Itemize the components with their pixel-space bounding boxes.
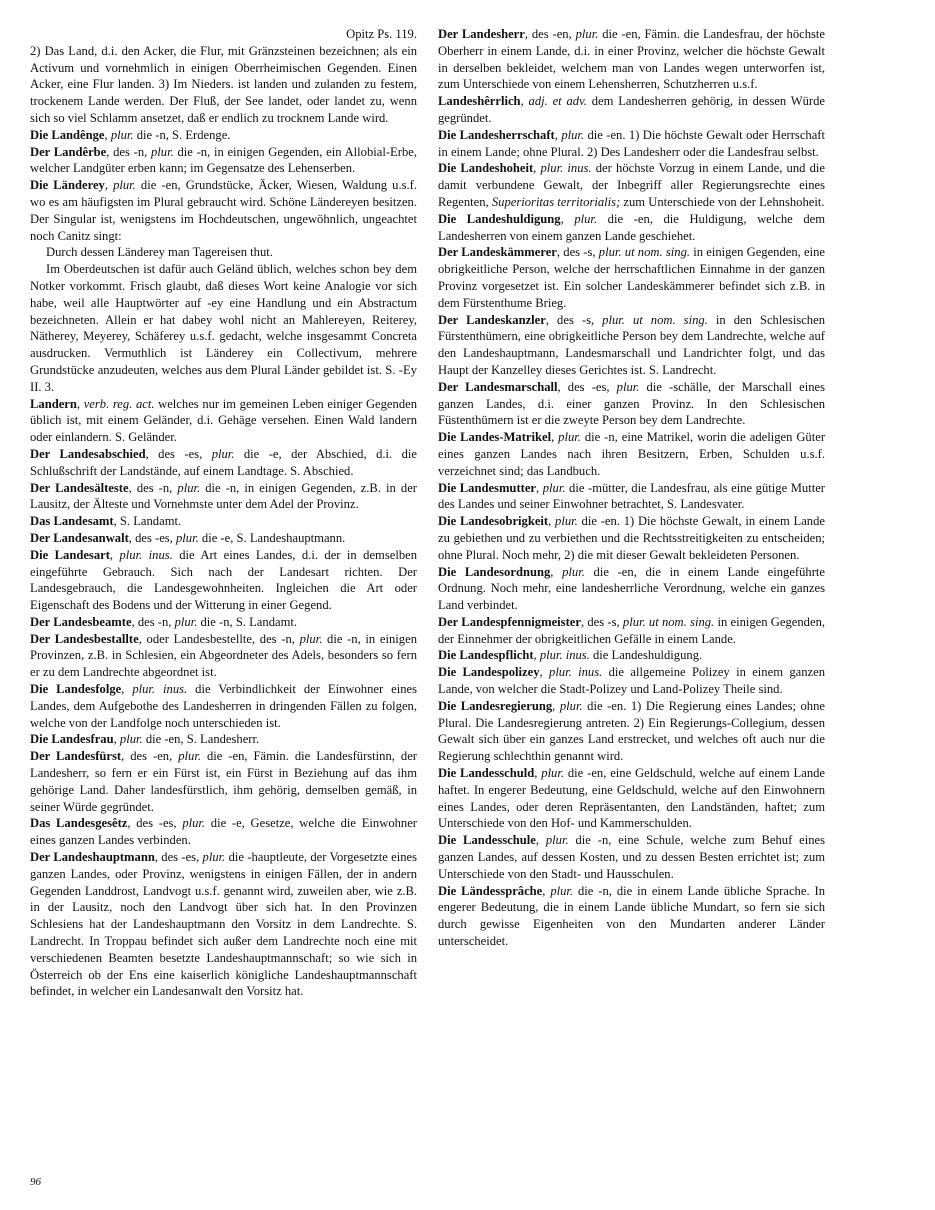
entry-text: Opitz Ps. 119. — [346, 27, 417, 41]
entry-text: welches nur im gemeinen Leben einiger Gegenden üblich ist, mit einem Geländer, d.i. Gehäge versehen. Einen Wald landern oder einlandern. S. Geländer. — [30, 396, 418, 445]
entry-text: , — [539, 665, 550, 680]
entry-text: die -n, die in einem Lande übliche Sprache. In engerer Bedeutung, die in einem Lande übliche Mundart, so fern sie sich durch gewisse Eigenheiten von den Mundarten anderer Länder unterscheidet. — [438, 883, 825, 949]
entry-text: die -n, in einigen Gegenden, ein Allobial-Erbe, welcher Landgüter erben kann; im Gegensatze des Lehenserben. — [30, 144, 417, 176]
entry-headword: Die Länderey — [30, 178, 105, 193]
grammar-note: plur. — [541, 766, 565, 781]
dictionary-entry — [438, 765, 825, 832]
dictionary-entry — [30, 631, 417, 681]
dictionary-entry — [438, 564, 825, 614]
entry-text: , des -es, — [145, 446, 212, 461]
grammar-note: plur. — [211, 446, 235, 461]
entry-headword: Die Landesfrau — [30, 732, 114, 747]
entry-headword: Die Landesregierung — [438, 698, 553, 713]
entry-text: , des -n, — [128, 480, 178, 495]
entry-headword: Der Landêrbe — [30, 144, 107, 159]
dictionary-entry — [30, 26, 417, 43]
grammar-note: plur. ut nom. sing. — [602, 312, 708, 327]
entry-text: die -schälle, der Marschall eines ganzen Landes, d.i. einer ganzen Provinz. In den Schlesischen Füstenthümern ist er die zweyte Person bey dem Landrechte. — [438, 379, 825, 428]
entry-text: , des -s, — [545, 312, 603, 327]
entry-headword: Das Landesgesêtz — [30, 816, 128, 831]
entry-text: die allgemeine Polizey in einem ganzen Lande, von welcher die Stadt-Polizey und Land-Polizey Theile sind. — [438, 665, 825, 697]
grammar-note: plur. — [555, 514, 578, 529]
grammar-note: plur. — [202, 850, 226, 865]
entry-headword: Die Landesschule — [438, 833, 536, 848]
entry-text: die Landeshuldigung. — [589, 648, 703, 663]
entry-text: , des -es, — [127, 816, 183, 831]
entry-text: , des -es, — [557, 379, 617, 394]
grammar-note: Superioritas territorialis; — [491, 194, 621, 209]
grammar-note: plur. — [575, 27, 599, 41]
entry-text: , — [560, 211, 575, 226]
dictionary-entry — [438, 127, 825, 161]
entry-headword: Die Landesschuld — [438, 766, 535, 781]
dictionary-entry — [30, 177, 417, 244]
grammar-note: plur. — [119, 732, 143, 747]
entry-headword: Der Landesfürst — [30, 749, 122, 764]
entry-text: , des -n, — [131, 614, 175, 629]
dictionary-entry — [30, 815, 417, 849]
entry-text: , des -s, — [580, 614, 623, 629]
entry-headword: Die Landesmutter — [438, 480, 537, 495]
entry-headword: Das Landesamt — [30, 514, 114, 529]
entry-text: , oder Landesbestellte, des -n, — [138, 631, 300, 646]
entry-text: , S. Landamt. — [113, 514, 182, 529]
entry-text: die -e, S. Landeshauptmann. — [198, 530, 346, 545]
grammar-note: plur. — [299, 631, 323, 646]
left-column — [30, 26, 417, 1000]
entry-text: , — [520, 94, 529, 109]
entry-text: zum Unterschiede von der Lehnshoheit. — [620, 194, 825, 209]
grammar-note: verb. reg. act. — [83, 396, 155, 411]
right-column — [438, 26, 825, 950]
grammar-note: plur. — [545, 833, 569, 848]
grammar-note: plur. inus. — [549, 665, 603, 680]
entry-text: die -e, der Abschied, d.i. die Schlußschrift der Landstände, auf einem Landtage. S. Abschied. — [30, 446, 417, 478]
grammar-note: plur. — [174, 614, 198, 629]
entry-headword: Die Landesart — [30, 547, 110, 562]
dictionary-entry — [30, 446, 417, 480]
dictionary-entry — [438, 664, 825, 698]
entry-headword: Die Landesherrschaft — [438, 127, 555, 142]
dictionary-entry — [30, 261, 417, 395]
dictionary-entry — [30, 547, 417, 614]
entry-text: , — [548, 514, 556, 529]
entry-headword: Der Landesbestallte — [30, 631, 139, 646]
entry-text: die -en, Grundstücke, Äcker, Wiesen, Waldung u.s.f. wo es am häufigsten im Plural gebraucht wird. Schöne Ländereyen besitzen. Der Singular ist, wenigstens im Hochdeutschen, ungewöhnlich, ungeachtet noch Canitz singt: — [30, 178, 417, 243]
entry-text: , — [542, 883, 551, 898]
entry-text: , — [533, 648, 540, 663]
entry-text: , des -en, — [524, 27, 576, 41]
entry-headword: Die Ländessprâche — [438, 883, 543, 898]
entry-text: die -n, in einigen Gegenden, z.B. in der Lausitz, der Älteste und Vornehmste unter dem Adel der Provinz. — [30, 480, 418, 512]
dictionary-entry — [30, 681, 417, 731]
entry-headword: Der Landespfennigmeister — [438, 614, 581, 629]
entry-headword: Die Landeshuldigung — [438, 211, 561, 226]
grammar-note: plur. inus. — [539, 648, 590, 663]
grammar-note: adj. et adv. — [528, 94, 587, 109]
entry-headword: Die Landênge — [30, 127, 105, 142]
grammar-note: plur. inus. — [540, 161, 592, 176]
entry-text: die Art eines Landes, d.i. der in demselben eingeführte Gebrauch. Sich nach der Landesart richten. Der Landesgebrauch, die Landesgewohnheiten. Ingleichen die Art oder Eigenschaft des Bodens und der Witterung in einer Gegend. — [30, 547, 418, 613]
dictionary-entry — [438, 698, 825, 765]
entry-text: die -en. 1) Die höchste Gewalt oder Herrschaft in einem Lande; ohne Plural. 2) Des Landesherr oder die Landesfrau selbst. — [438, 127, 825, 159]
entry-text: die -n, S. Landamt. — [197, 614, 298, 629]
dictionary-entry — [30, 43, 417, 127]
dictionary-entry — [438, 379, 825, 429]
dictionary-entry — [30, 731, 417, 748]
entry-text: Im Oberdeutschen ist dafür auch Geländ üblich, welches schon bey dem Notker vorkommt. Frisch glaubt, daß dieses Wort keine Analogie vor sich habe, weil alle Hauptwörter auf -ey eine Handlung und ein Abstractum bezeichneten. Allein er hat dabey wohl nicht an Mahlereyen, Reiterey, Nätherey, Meyerey, Schäferey u.s.f. gedacht, welche insgesammt Concreta ausdrucken. Vermuthlich ist Länderey ein Collectivum, mehrere Grundstücke anzudeuten, welches aus dem Plural Länder gebildet ist. S. -Ey II. 3. — [30, 262, 417, 394]
dictionary-entry — [30, 614, 417, 631]
entry-text: , — [551, 430, 559, 445]
entry-text: 2) Das Land, d.i. den Acker, die Flur, mit Gränzsteinen bezeichnen; als ein Activum und vornehmlich in einigen Oberrheimischen Gegenden. Einen Acker, eine Flur landen. 3) Im Nieders. ist landen und zulanden zu festem, trockenem Lande werden. Der Fluß, der See landet, oder landet zu, wenn sich so viel Schlamm ansetzet, daß er endlich zu trocknem Lande wird. — [30, 43, 417, 125]
entry-text: die -e, Gesetze, welche die Einwohner eines ganzen Landes verbinden. — [30, 816, 417, 848]
grammar-note: plur. — [113, 178, 136, 193]
entry-headword: Landeshêrrlich — [438, 94, 521, 109]
entry-text: , — [535, 833, 546, 848]
grammar-note: plur. ut nom. sing. — [622, 614, 715, 629]
dictionary-entry — [30, 748, 417, 815]
dictionary-entry — [30, 849, 417, 1000]
entry-text: in einigen Gegenden, eine obrigkeitliche Person, welche der herrschaftlichen Einnahme in der ganzen Provinz vorgesetzet ist. Ein solcher Landeskämmerer befindet sich z.B. in dem Fürstenthume Brieg. — [438, 245, 826, 310]
entry-headword: Der Landeshauptmann — [30, 850, 155, 865]
entry-text: in den Schlesischen Fürstenthümern, eine obrigkeitliche Person bey dem Landrechte, welche auf den Landeshauptmann, Landesmarschall und Landrichter folgt, und das Haupt der Kanzelley dieses Gerichtes ist. S. Landrecht. — [438, 312, 825, 377]
entry-text: , — [113, 732, 120, 747]
dictionary-entry — [438, 614, 825, 648]
grammar-note: plur. — [550, 883, 574, 898]
grammar-note: plur. — [616, 379, 640, 394]
dictionary-entry — [30, 396, 417, 446]
entry-text: die Verbindlichkeit der Einwohner eines Landes, dem Aufgebothe des Landesherren in dringenden Fällen zu folgen, welche von der Landfolge noch unterschieden ist. — [30, 682, 417, 730]
entry-text: , — [104, 178, 114, 193]
grammar-note: plur. — [110, 127, 134, 142]
entry-headword: Der Landeskämmerer — [438, 245, 557, 260]
entry-text: die -n, in einigen Provinzen, z.B. in Schlesien, ein Abgeordneter des Adels, besonders so fern er zu dem Landrechte abgeordnet ist. — [30, 631, 417, 680]
entry-text: , — [554, 127, 562, 142]
dictionary-entry — [438, 513, 825, 563]
entry-headword: Die Landespflicht — [438, 648, 534, 663]
entry-headword: Die Landeshoheit — [438, 161, 534, 176]
grammar-note: plur. — [177, 480, 201, 495]
entry-headword: Der Landesmarschall — [438, 379, 558, 394]
grammar-note: plur. — [542, 480, 566, 495]
entry-headword: Der Landesbeamte — [30, 614, 132, 629]
entry-text: , des -en, — [121, 749, 179, 764]
page-number: 96 — [30, 1176, 41, 1188]
entry-text: die -n, S. Erdenge. — [133, 127, 231, 142]
entry-text: die -hauptleute, der Vorgesetzte eines ganzen Landes, oder Provinz, wenigstens in einigen Fällen, der in andern Gegenden Landdrost, Landvogt u.s.f. genannt wird, zuweilen aber, wie z.B. in der Lausitz, noch den Landvogt über sich hat. In den Provinzen Schlesiens hat der Landeshauptmann den Vorsitz in dem Landrechte. S. Landrecht. In Troppau befindet sich außer dem Landrechte noch eine mit verschiedenen Beamten besetzte Landeshauptmannschaft; so wie sich in Österreich ob der Ens eine kaiserlich königliche Landeshauptmannschaft befindet, in welcher ein Landesanwalt den Vorsitz hat. — [30, 850, 417, 999]
entry-headword: Der Landesabschied — [30, 446, 146, 461]
dictionary-entry — [30, 480, 417, 514]
grammar-note: plur. — [562, 564, 585, 579]
dictionary-entry — [30, 530, 417, 547]
grammar-note: plur. inus. — [132, 682, 188, 697]
entry-text: die -en, Fämin. die Landesfürstinn, der Landesherr, so fern er ein Fürst ist, ein Fürst in Beziehung auf das ihm gehörige Land. Daher landesfürstlich, ihm gehörig, demselben gemäß, in seiner Würde gegründet. — [30, 749, 417, 814]
grammar-note: plur. — [151, 144, 174, 159]
entry-headword: Der Landesälteste — [30, 480, 129, 495]
entry-headword: Die Landes-Matrikel — [438, 430, 552, 445]
grammar-note: plur. — [558, 430, 581, 445]
entry-text: , des -es, — [154, 850, 203, 865]
grammar-note: plur. — [559, 698, 583, 713]
dictionary-entry — [438, 480, 825, 514]
dictionary-entry — [438, 883, 825, 950]
grammar-note: plur. — [561, 127, 585, 142]
entry-text: die -en, die in einem Lande eingeführte Ordnung. Noch mehr, eine landesherrliche Verordnung, welche ein ganzes Land verbindet. — [438, 564, 826, 613]
entry-text: , — [550, 564, 563, 579]
grammar-note: plur. — [176, 530, 199, 545]
dictionary-entry — [438, 312, 825, 379]
entry-text: die -en. 1) Die Regierung eines Landes; ohne Plural. Die Landesregierung antreten. 2) Ein Regierungs-Collegium, dessen Gewalt sich über ein ganzes Land erstrecket, und welches oft auch nur die Regierung schlechthin genannt wird. — [438, 698, 825, 764]
grammar-note: plur. — [178, 749, 201, 764]
entry-text: die -n, eine Matrikel, worin die adeligen Güter eines ganzen Landes nach ihren Besitzern, Erben, Schulden u.s.f. verzeichnet sind; das Landbuch. — [438, 430, 826, 478]
entry-text: dem Landesherren gehörig, in dessen Würde gegründet. — [438, 94, 825, 125]
dictionary-entry — [438, 429, 825, 479]
dictionary-entry — [30, 244, 417, 261]
entry-text: , — [76, 396, 84, 411]
entry-headword: Landern — [30, 396, 77, 411]
dictionary-entry — [438, 244, 825, 311]
entry-text: , — [534, 766, 542, 781]
entry-text: die -en, Fämin. die Landesfrau, der höchste Oberherr in einem Lande, d.i. in einer Provinz, welcher die höchste Gewalt in derselben bekleidet, welchem man von Landes wegen unterworfen ist, zum Unterschiede von einem Lehensherren, Schutzherren u.s.f. — [438, 27, 825, 92]
entry-text: , des -es, — [128, 530, 176, 545]
entry-text: , — [536, 480, 543, 495]
entry-text: der höchste Vorzug in einem Lande, und die damit verbundene Gewalt, der Inbegriff aller Regierungsrechte eines Regenten, — [438, 161, 825, 209]
entry-headword: Der Landesanwalt — [30, 530, 129, 545]
entry-headword: Die Landesobrigkeit — [438, 514, 549, 529]
dictionary-entry — [30, 144, 417, 178]
grammar-note: plur. — [574, 211, 598, 226]
entry-text: die -mütter, die Landesfrau, als eine gütige Mutter des Landes und seiner Einwohner betrachtet, S. Landesvater. — [438, 480, 826, 512]
entry-text: , des -n, — [106, 144, 151, 159]
entry-text: , des -s, — [556, 245, 599, 260]
entry-headword: Die Landesfolge — [30, 682, 122, 697]
entry-text: die -en, eine Geldschuld, welche auf einem Lande haftet. In engerer Bedeutung, eine Geldschuld, welche auf den Einwohnern eines Landes, oder deren Repräsentanten, den Landständen, haftet; zum Unterschiede von den Hof- und Kammerschulden. — [438, 766, 826, 831]
dictionary-entry — [438, 160, 825, 210]
entry-text: , — [121, 682, 133, 697]
entry-headword: Der Landesherr — [438, 27, 525, 41]
entry-text: , — [109, 547, 120, 562]
grammar-note: plur. ut nom. sing. — [598, 245, 691, 260]
entry-text: die -en, S. Landesherr. — [142, 732, 260, 747]
entry-text: die -en, die Huldigung, welche dem Landesherren von einem ganzen Lande geschiehet. — [438, 211, 826, 243]
dictionary-entry — [30, 127, 417, 144]
entry-text: , — [533, 161, 541, 176]
entry-text: , — [104, 127, 111, 142]
dictionary-entry — [438, 832, 825, 882]
dictionary-entry — [30, 513, 417, 530]
entry-headword: Die Landespolizey — [438, 665, 540, 680]
entry-headword: Der Landeskanzler — [438, 312, 546, 327]
grammar-note: plur. inus. — [119, 547, 173, 562]
dictionary-entry — [438, 93, 825, 127]
dictionary-entry — [438, 647, 825, 664]
entry-text: in einigen Gegenden, der Einnehmer der obrigkeitlichen Gefälle in einem Lande. — [438, 614, 826, 646]
dictionary-entry — [438, 26, 825, 93]
entry-text: die -en. 1) Die höchste Gewalt, in einem Lande zu gebiethen und zu verbiethen und die Rechtsstreitigkeiten zu entscheiden; ohne Plural. Noch mehr, 2) die mit dieser Gewalt bekleideten Personen. — [438, 514, 825, 562]
entry-text: , — [552, 698, 560, 713]
entry-text: Durch dessen Länderey man Tagereisen thut. — [46, 245, 273, 260]
entry-headword: Die Landesordnung — [438, 564, 551, 579]
entry-text: die -n, eine Schule, welche zum Behuf eines ganzen Landes, auf dessen Kosten, und zu dessen Besten errichtet ist; zum Unterschiede von den Stadt- und Hausschulen. — [438, 833, 826, 881]
dictionary-entry — [438, 211, 825, 245]
grammar-note: plur. — [182, 816, 206, 831]
